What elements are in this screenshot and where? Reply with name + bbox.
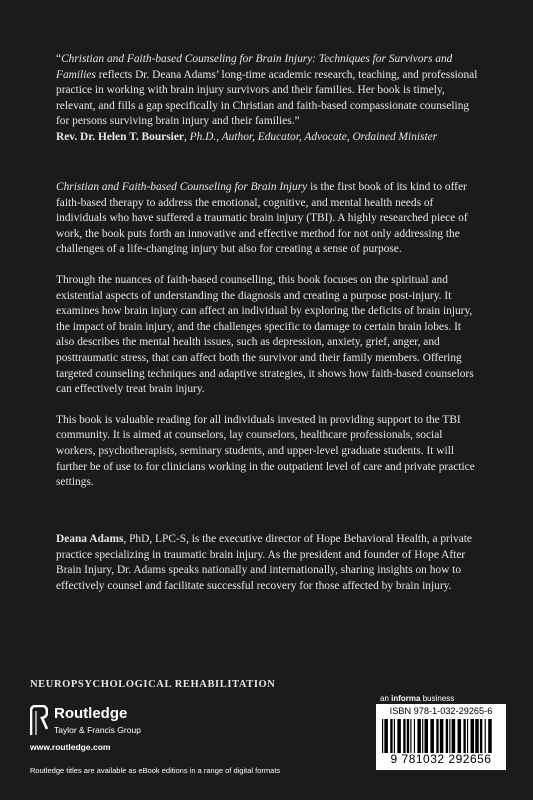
description-book-title: Christian and Faith-based Counseling for Brain Injury	[56, 181, 308, 193]
barcode-bar	[403, 719, 405, 753]
description-paragraph-2: Through the nuances of faith-based counselling, this book focuses on the spiritual and existential aspects of understanding the diagnosis and creating a purpose post-injury. It examines how brain injury can affect an individual by exploring the deficits of brain injury, the impact of brain injury, and the challenges specific to damage to certain brain lobes. It also describes the mental health issues, such as depression, anxiety, grief, anger, and posttraumatic stress, that can affect both the survivor and their family members. Offering targeted counseling techniques and adaptive strategies, it shows how faith-based counselors can effectively treat brain injury.	[56, 273, 474, 396]
barcode-bar	[436, 719, 438, 753]
barcode-bar	[414, 719, 415, 753]
barcode-bar	[397, 719, 401, 753]
endorsement-quote	[56, 52, 481, 161]
barcode-bar	[407, 719, 409, 753]
barcode-bar	[488, 719, 492, 753]
routledge-r-icon	[30, 705, 48, 737]
barcode-bar	[467, 719, 468, 753]
informa-prefix: an	[380, 694, 392, 703]
open-quote: “	[56, 53, 62, 65]
barcode-bar	[458, 719, 462, 753]
barcode-bar	[410, 719, 411, 753]
publisher-website[interactable]: www.routledge.com	[30, 742, 111, 752]
barcode-bar	[485, 719, 486, 753]
barcode-bar	[394, 719, 395, 753]
bio-paragraph	[56, 532, 481, 594]
barcode-bar	[449, 719, 450, 753]
isbn-label: ISBN 978-1-032-29265-6	[389, 706, 493, 716]
quote-book-title: Christian and Faith-based Counseling for Brain Injury: Techniques for Survivors and Families	[56, 53, 453, 81]
quote-author-titles: , Ph.D., Author, Educator, Advocate, Ordained Minister	[183, 130, 438, 143]
book-description	[56, 180, 481, 506]
quote-author-name: Rev. Dr. Helen T. Boursier	[56, 130, 184, 143]
informa-business-label	[380, 694, 454, 703]
quote-paragraph	[56, 52, 481, 146]
barcode-bar	[422, 719, 423, 753]
barcode-bar	[446, 719, 448, 753]
barcode-bar	[475, 719, 479, 753]
publisher-group: Taylor & Francis Group	[54, 725, 141, 735]
publisher-name: Routledge	[54, 705, 128, 722]
description-p1-text: is the first book of its kind to offer faith-based therapy to address the emotional, cognitive, and mental health needs of individuals who have suffered a traumatic brain injury (TBI). A highly researched piece of work, the book puts forth an innovative and effective method for not only addressing the challenges of a life-changing injury but also for creating a sense of purpose.	[56, 181, 468, 256]
barcode-bar	[390, 719, 392, 753]
ebook-note: Routledge titles are available as eBook editions in a range of digital formats	[30, 766, 281, 775]
barcode-bar	[480, 719, 482, 753]
ean-digits: 9 781032 292656	[390, 752, 492, 766]
isbn-barcode	[376, 704, 506, 770]
barcode-bar	[471, 719, 475, 753]
author-bio	[56, 532, 481, 609]
bio-text: , PhD, LPC-S, is the executive director of Hope Behavioral Health, a private practice specializing in traumatic brain injury. As the president and founder of Hope After Brain Injury, Dr. Adams speaks nationally and internationally, sharing insights on how to effectively counsel and facilitate successful recovery for those affected by brain injury.	[56, 533, 472, 592]
bio-author-name: Deana Adams	[56, 533, 124, 545]
informa-brand: informa	[391, 694, 421, 703]
barcode-bar	[452, 719, 456, 753]
barcode-bar	[424, 719, 428, 753]
barcode-bars	[382, 719, 500, 753]
quote-body: reflects Dr. Deana Adams’ long-time academic research, teaching, and professional practice in working with brain injury survivors and their families. Her book is timely, relevant, and fills a gap specifically in Christian and faith-based compassionate counseling for persons surviving brain injury and their families.”	[56, 68, 478, 128]
barcode-bar	[417, 719, 421, 753]
barcode-bar	[384, 719, 388, 753]
description-paragraph-3: This book is valuable reading for all individuals invested in providing support to the TBI community. It is aimed at counselors, lay counselors, healthcare professionals, social workers, psychotherapists, seminary students, and upper-level graduate students. It will further be of use to for clinicians working in the outpatient level of care and private practice settings.	[56, 413, 475, 489]
barcode-bar	[463, 719, 465, 753]
barcode-bar	[430, 719, 434, 753]
barcode-bar	[382, 719, 383, 753]
description-paragraph-1	[56, 180, 481, 258]
barcode-bar	[440, 719, 444, 753]
informa-suffix: business	[420, 694, 455, 703]
series-title: NEUROPSYCHOLOGICAL REHABILITATION	[30, 679, 276, 690]
